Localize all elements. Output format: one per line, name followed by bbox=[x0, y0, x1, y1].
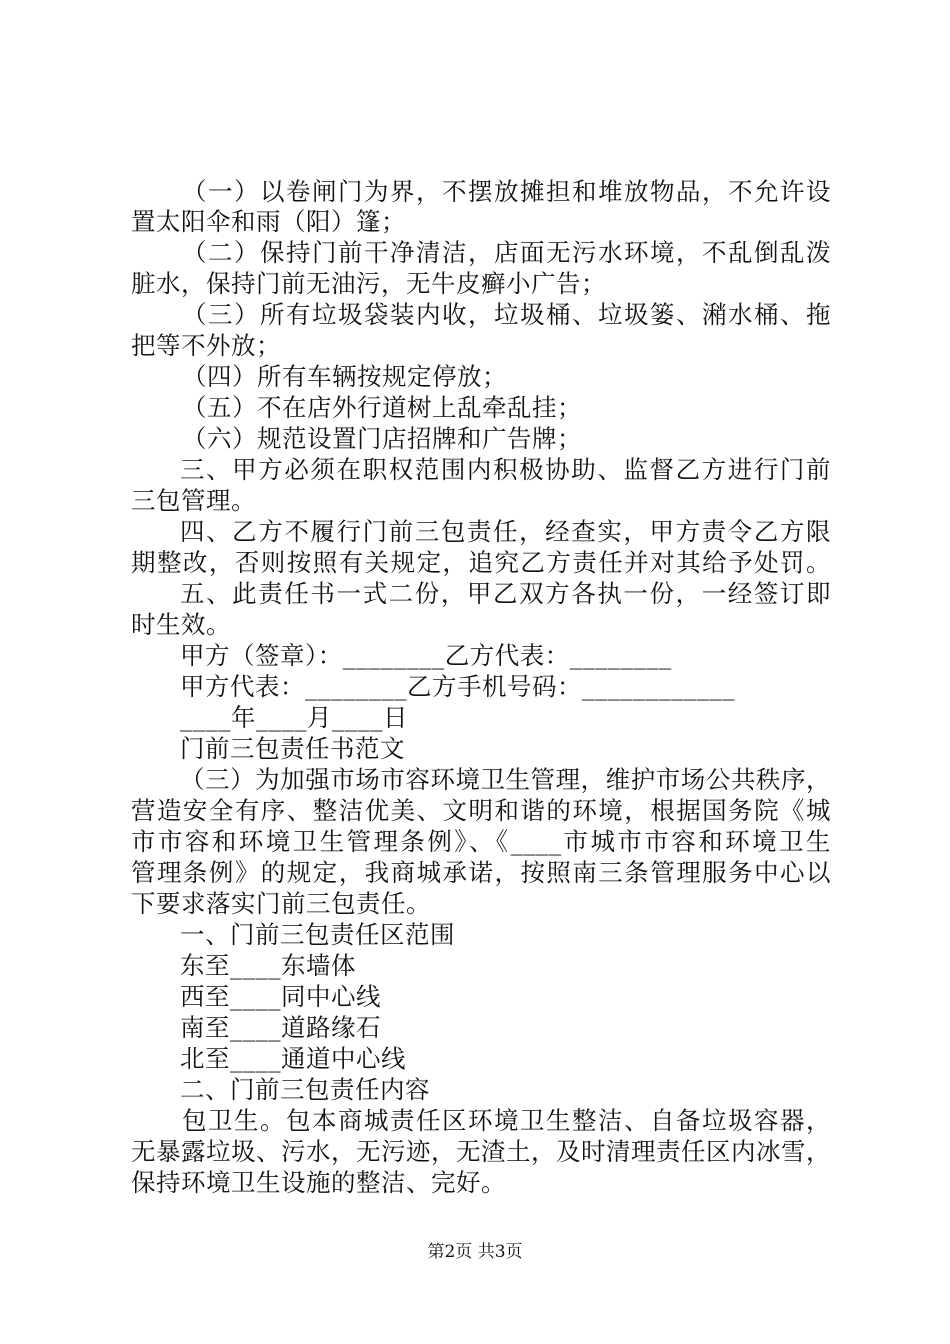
section-4-line-1: 四、乙方不履行门前三包责任，经查实，甲方责令乙方限 bbox=[180, 517, 831, 546]
section-5-line-1: 五、此责任书一式二份，甲乙双方各执一份，一经签订即 bbox=[180, 579, 831, 608]
date-line: ____年____月____日 bbox=[180, 703, 408, 732]
intro-line-5: 下要求落实门前三包责任。 bbox=[131, 889, 431, 918]
clause-3-line-2: 把等不外放； bbox=[131, 331, 281, 360]
section-4-line-2: 期整改，否则按照有关规定，追究乙方责任并对其给予处罚。 bbox=[131, 548, 831, 577]
intro-line-3: 市市容和环境卫生管理条例》、《____市城市市容和环境卫生 bbox=[131, 827, 831, 856]
section-3-line-1: 三、甲方必须在职权范围内积极协助、监督乙方进行门前 bbox=[180, 455, 831, 484]
section-5-line-2: 时生效。 bbox=[131, 610, 231, 639]
clause-3-line-1: （三）所有垃圾袋装内收，垃圾桶、垃圾篓、潲水桶、拖 bbox=[182, 300, 831, 329]
sample-title: 门前三包责任书范文 bbox=[180, 734, 405, 763]
intro-line-2: 营造安全有序、整洁优美、文明和谐的环境，根据国务院《城 bbox=[131, 796, 831, 825]
clause-6: （六）规范设置门店招牌和广告牌； bbox=[182, 424, 582, 453]
clause-1-line-1: （一）以卷闸门为界，不摆放摊担和堆放物品，不允许设 bbox=[182, 177, 831, 206]
clause-4: （四）所有车辆按规定停放； bbox=[182, 362, 507, 391]
scope-west: 西至____同中心线 bbox=[180, 982, 381, 1011]
content-line-2: 无暴露垃圾、污水，无污迹，无渣土，及时清理责任区内冰雪， bbox=[131, 1137, 831, 1166]
intro-line-4: 管理条例》的规定，我商城承诺，按照南三条管理服务中心以 bbox=[131, 858, 831, 887]
section-3-line-2: 三包管理。 bbox=[131, 486, 256, 515]
clause-2-line-2: 脏水，保持门前无油污，无牛皮癣小广告； bbox=[131, 269, 606, 298]
intro-line-1: （三）为加强市场市容环境卫生管理，维护市场公共秩序， bbox=[180, 765, 831, 794]
scope-south: 南至____道路缘石 bbox=[180, 1013, 381, 1042]
page-footer: 第2页 共3页 bbox=[427, 1242, 523, 1262]
content-line-3: 保持环境卫生设施的整洁、完好。 bbox=[131, 1168, 506, 1197]
signature-line-party-a: 甲方（签章）：________乙方代表：________ bbox=[180, 641, 672, 670]
clause-1-line-2: 置太阳伞和雨（阳）篷； bbox=[131, 207, 406, 236]
scope-heading: 一、门前三包责任区范围 bbox=[180, 920, 455, 949]
content-line-1: 包卫生。包本商城责任区环境卫生整洁、自备垃圾容器， bbox=[182, 1106, 831, 1135]
signature-line-representative: 甲方代表：________乙方手机号码：____________ bbox=[180, 672, 735, 701]
scope-north: 北至____通道中心线 bbox=[180, 1044, 406, 1073]
scope-east: 东至____东墙体 bbox=[180, 951, 356, 980]
clause-5: （五）不在店外行道树上乱牵乱挂； bbox=[182, 393, 582, 422]
content-heading: 二、门前三包责任内容 bbox=[180, 1075, 430, 1104]
clause-2-line-1: （二）保持门前干净清洁，店面无污水环境，不乱倒乱泼 bbox=[182, 238, 831, 267]
